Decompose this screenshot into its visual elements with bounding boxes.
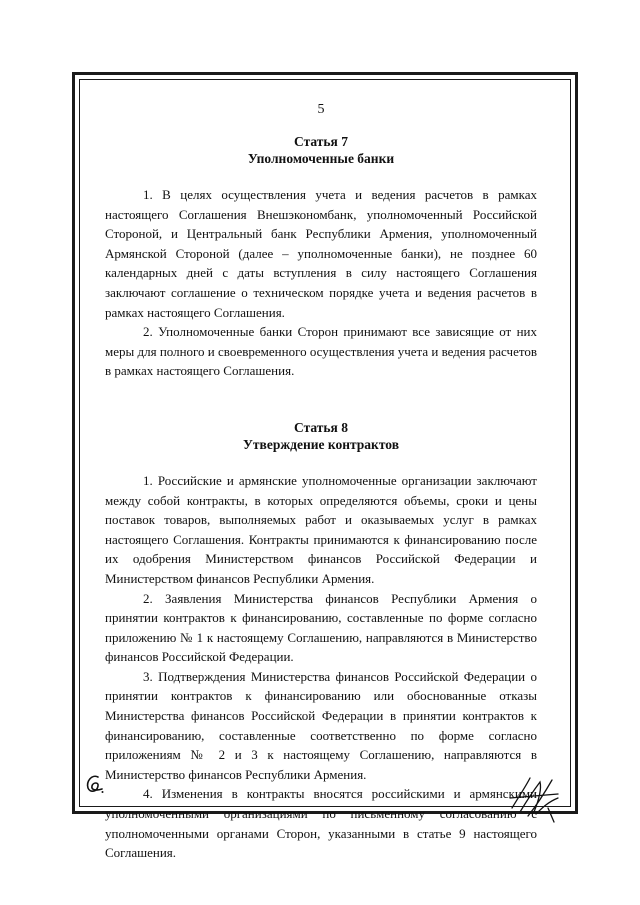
page-number: 5 [317,102,325,117]
article-7-paragraph-2: 2. Уполномоченные банки Сторон принимают все зависящие от них меры для полного и своевременного осуществления учета и ведения расчетов в рамках настоящего Соглашения. [105,324,537,379]
article-7-heading: Статья 7 [294,134,348,149]
article-7-title: Уполномоченные банки [247,151,395,166]
initials-mark [84,772,104,796]
article-8-paragraph-3: 3. Подтверждения Министерства финансов Российской Федерации о принятии контрактов к финансированию или обоснованные отказы Министерства финансов Российской Федерации в принятии контрактов к финансированию, составленные соответственно по форме согласно приложениям № 2 и 3 к настоящему Соглашению, направляются в Министерство финансов Республики Армения. [105,668,537,782]
article-8-paragraph-2: 2. Заявления Министерства финансов Республики Армения о принятии контрактов к финансированию, составленные по форме согласно приложению № 1 к настоящему Соглашению, направляются в Министерство финансов Российской Федерации. [105,590,537,665]
article-7 [105,133,537,381]
article-7-paragraph-1: 1. В целях осуществления учета и ведения расчетов в рамках настоящего Соглашения Внешэкономбанк, уполномоченный Российской Стороной, и Центральный банк Республики Армения, уполномоченный Армянской Стороной (далее – уполномоченные банки), не позднее 60 календарных дней с даты вступления в силу настоящего Соглашения заключают соглашение о техническом порядке учета и ведения расчетов в рамках настоящего Соглашения. [105,187,537,320]
signature-mark [508,768,562,828]
article-8-paragraph-4: 4. Изменения в контракты вносятся российскими и армянскими уполномоченными организациями по письменному согласованию с уполномоченными органами Сторон, указанными в статье 9 настоящего Соглашения. [105,786,537,861]
document-body [105,101,537,863]
article-8-paragraph-1: 1. Российские и армянские уполномоченные организации заключают между собой контракты, в которых определяются объемы, сроки и цены поставок товаров, выполняемых работ и оказываемых услуг в рамках настоящего Соглашения. Контракты принимаются к финансированию после их одобрения Министерством финансов Российской Федерации и Министерством финансов Республики Армения. [105,472,537,586]
section-spacer [105,381,537,419]
article-8-heading: Статья 8 [294,419,348,435]
article-8-title: Утверждение контрактов [243,436,399,452]
article-8 [105,419,537,863]
